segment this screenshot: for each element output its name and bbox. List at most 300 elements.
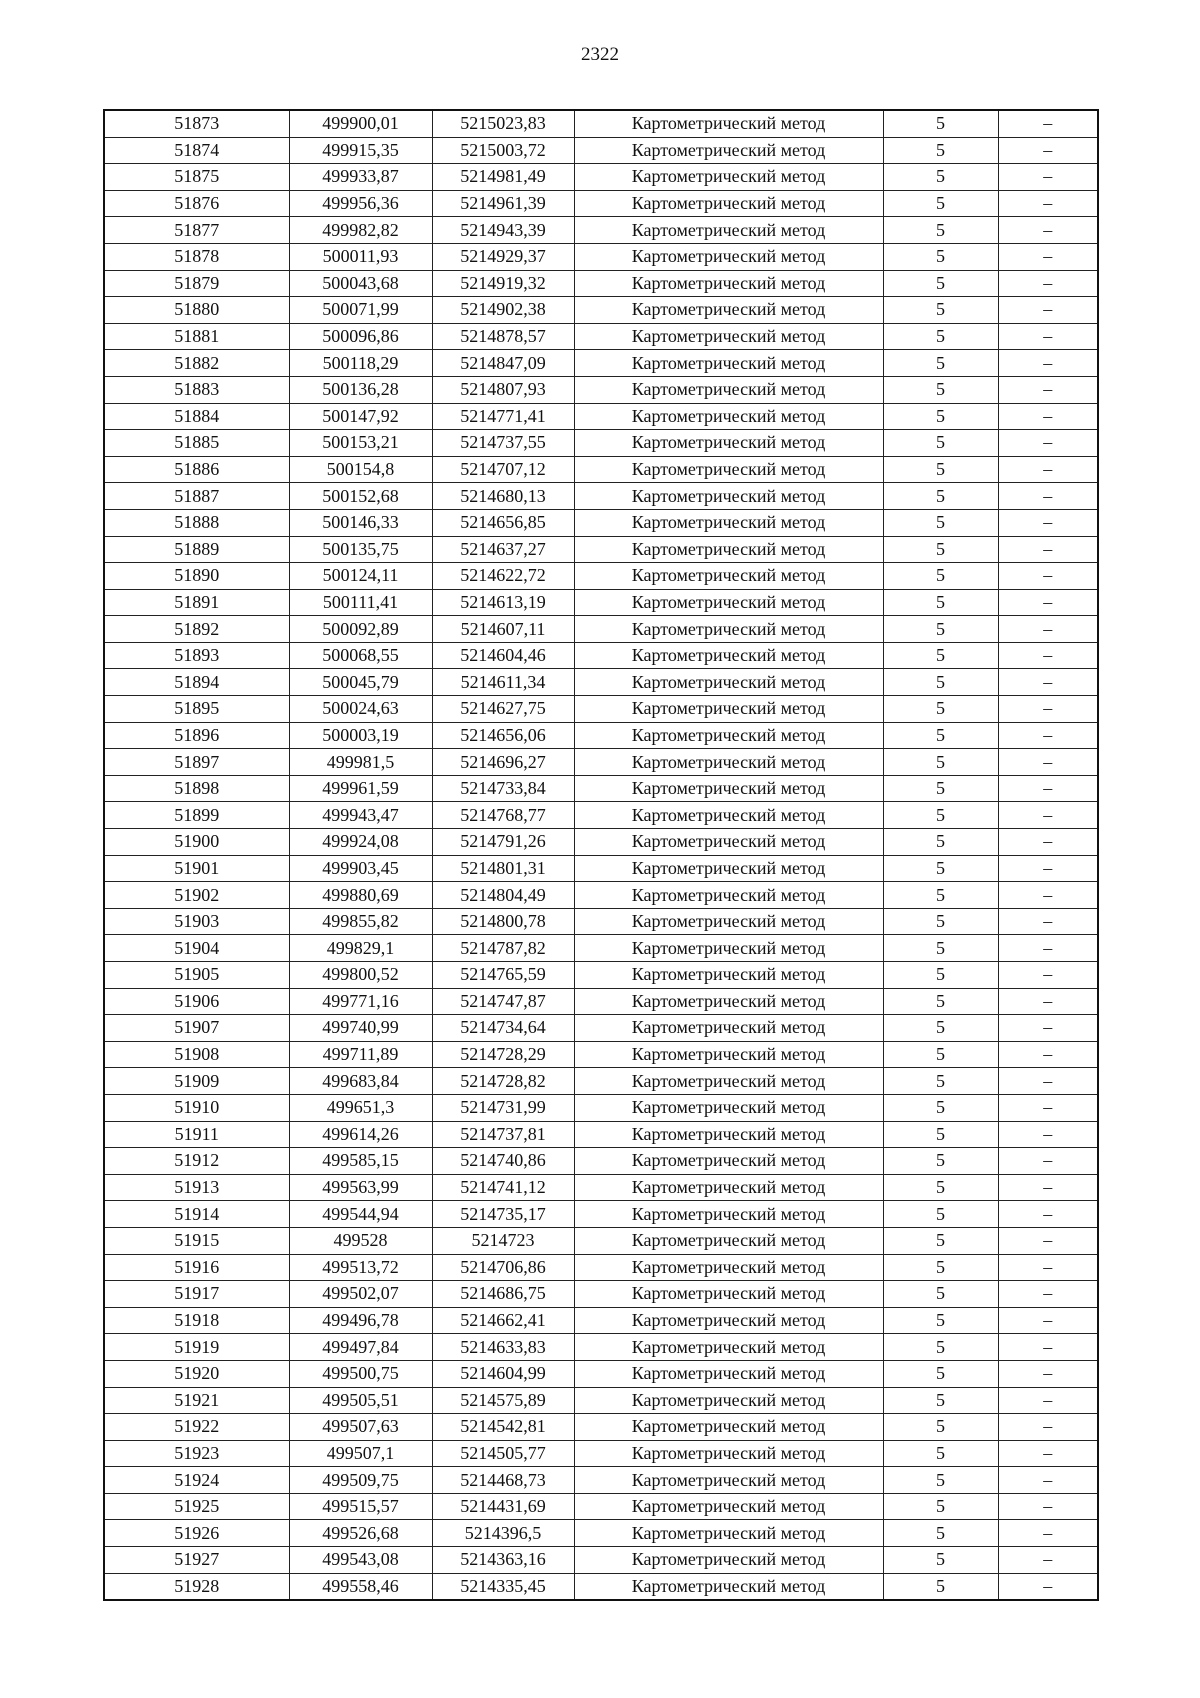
x-coordinate-cell: 500118,29	[289, 350, 432, 377]
x-coordinate-cell: 499982,82	[289, 217, 432, 244]
x-coordinate-cell: 499956,36	[289, 190, 432, 217]
point-number-cell: 51894	[104, 669, 289, 696]
note-cell: –	[998, 323, 1098, 350]
note-cell: –	[998, 1281, 1098, 1308]
y-coordinate-cell: 5214919,32	[432, 270, 574, 297]
x-coordinate-cell: 500111,41	[289, 589, 432, 616]
x-coordinate-cell: 499563,99	[289, 1174, 432, 1201]
method-cell: Картометрический метод	[574, 509, 883, 536]
method-cell: Картометрический метод	[574, 1254, 883, 1281]
y-coordinate-cell: 5214637,27	[432, 536, 574, 563]
accuracy-cell: 5	[883, 908, 998, 935]
point-number-cell: 51922	[104, 1414, 289, 1441]
point-number-cell: 51887	[104, 483, 289, 510]
method-cell: Картометрический метод	[574, 164, 883, 191]
note-cell: –	[998, 456, 1098, 483]
accuracy-cell: 5	[883, 376, 998, 403]
point-number-cell: 51906	[104, 988, 289, 1015]
point-number-cell: 51928	[104, 1573, 289, 1600]
x-coordinate-cell: 499509,75	[289, 1467, 432, 1494]
point-number-cell: 51874	[104, 137, 289, 164]
x-coordinate-cell: 499855,82	[289, 908, 432, 935]
x-coordinate-cell: 499515,57	[289, 1493, 432, 1520]
point-number-cell: 51914	[104, 1201, 289, 1228]
method-cell: Картометрический метод	[574, 1281, 883, 1308]
point-number-cell: 51926	[104, 1520, 289, 1547]
table-row	[104, 829, 1098, 856]
method-cell: Картометрический метод	[574, 1334, 883, 1361]
y-coordinate-cell: 5214878,57	[432, 323, 574, 350]
note-cell: –	[998, 1094, 1098, 1121]
accuracy-cell: 5	[883, 722, 998, 749]
method-cell: Картометрический метод	[574, 1387, 883, 1414]
y-coordinate-cell: 5214731,99	[432, 1094, 574, 1121]
y-coordinate-cell: 5214633,83	[432, 1334, 574, 1361]
note-cell: –	[998, 190, 1098, 217]
table-row	[104, 775, 1098, 802]
table-row	[104, 137, 1098, 164]
point-number-cell: 51889	[104, 536, 289, 563]
note-cell: –	[998, 1307, 1098, 1334]
y-coordinate-cell: 5214468,73	[432, 1467, 574, 1494]
method-cell: Картометрический метод	[574, 882, 883, 909]
note-cell: –	[998, 589, 1098, 616]
point-number-cell: 51910	[104, 1094, 289, 1121]
accuracy-cell: 5	[883, 297, 998, 324]
accuracy-cell: 5	[883, 1334, 998, 1361]
x-coordinate-cell: 499800,52	[289, 962, 432, 989]
accuracy-cell: 5	[883, 1227, 998, 1254]
y-coordinate-cell: 5214542,81	[432, 1414, 574, 1441]
point-number-cell: 51925	[104, 1493, 289, 1520]
accuracy-cell: 5	[883, 802, 998, 829]
x-coordinate-cell: 499961,59	[289, 775, 432, 802]
method-cell: Картометрический метод	[574, 908, 883, 935]
table-row	[104, 164, 1098, 191]
method-cell: Картометрический метод	[574, 190, 883, 217]
method-cell: Картометрический метод	[574, 536, 883, 563]
method-cell: Картометрический метод	[574, 243, 883, 270]
y-coordinate-cell: 5214847,09	[432, 350, 574, 377]
point-number-cell: 51890	[104, 563, 289, 590]
point-number-cell: 51913	[104, 1174, 289, 1201]
y-coordinate-cell: 5214575,89	[432, 1387, 574, 1414]
table-row	[104, 430, 1098, 457]
y-coordinate-cell: 5214768,77	[432, 802, 574, 829]
note-cell: –	[998, 642, 1098, 669]
accuracy-cell: 5	[883, 1281, 998, 1308]
accuracy-cell: 5	[883, 589, 998, 616]
table-row	[104, 270, 1098, 297]
x-coordinate-cell: 499933,87	[289, 164, 432, 191]
y-coordinate-cell: 5214807,93	[432, 376, 574, 403]
accuracy-cell: 5	[883, 509, 998, 536]
accuracy-cell: 5	[883, 1254, 998, 1281]
method-cell: Картометрический метод	[574, 775, 883, 802]
x-coordinate-cell: 499505,51	[289, 1387, 432, 1414]
table-row	[104, 1573, 1098, 1600]
note-cell: –	[998, 722, 1098, 749]
point-number-cell: 51892	[104, 616, 289, 643]
x-coordinate-cell: 499915,35	[289, 137, 432, 164]
table-row	[104, 1307, 1098, 1334]
table-row	[104, 749, 1098, 776]
y-coordinate-cell: 5214734,64	[432, 1015, 574, 1042]
accuracy-cell: 5	[883, 696, 998, 723]
x-coordinate-cell: 499651,3	[289, 1094, 432, 1121]
note-cell: –	[998, 1015, 1098, 1042]
x-coordinate-cell: 499903,45	[289, 855, 432, 882]
x-coordinate-cell: 499711,89	[289, 1041, 432, 1068]
y-coordinate-cell: 5214771,41	[432, 403, 574, 430]
point-number-cell: 51877	[104, 217, 289, 244]
accuracy-cell: 5	[883, 1041, 998, 1068]
point-number-cell: 51893	[104, 642, 289, 669]
x-coordinate-cell: 500045,79	[289, 669, 432, 696]
method-cell: Картометрический метод	[574, 1307, 883, 1334]
x-coordinate-cell: 499585,15	[289, 1148, 432, 1175]
x-coordinate-cell: 499771,16	[289, 988, 432, 1015]
x-coordinate-cell: 499507,63	[289, 1414, 432, 1441]
x-coordinate-cell: 500124,11	[289, 563, 432, 590]
note-cell: –	[998, 802, 1098, 829]
table-row	[104, 1174, 1098, 1201]
y-coordinate-cell: 5214604,99	[432, 1360, 574, 1387]
x-coordinate-cell: 500146,33	[289, 509, 432, 536]
note-cell: –	[998, 1148, 1098, 1175]
method-cell: Картометрический метод	[574, 403, 883, 430]
x-coordinate-cell: 500071,99	[289, 297, 432, 324]
y-coordinate-cell: 5214787,82	[432, 935, 574, 962]
x-coordinate-cell: 499502,07	[289, 1281, 432, 1308]
point-number-cell: 51920	[104, 1360, 289, 1387]
table-row	[104, 1334, 1098, 1361]
method-cell: Картометрический метод	[574, 1068, 883, 1095]
x-coordinate-cell: 500136,28	[289, 376, 432, 403]
x-coordinate-cell: 499526,68	[289, 1520, 432, 1547]
y-coordinate-cell: 5214607,11	[432, 616, 574, 643]
note-cell: –	[998, 1414, 1098, 1441]
accuracy-cell: 5	[883, 137, 998, 164]
table-row	[104, 962, 1098, 989]
y-coordinate-cell: 5214961,39	[432, 190, 574, 217]
y-coordinate-cell: 5214800,78	[432, 908, 574, 935]
accuracy-cell: 5	[883, 1307, 998, 1334]
x-coordinate-cell: 499981,5	[289, 749, 432, 776]
table-row	[104, 1440, 1098, 1467]
point-number-cell: 51888	[104, 509, 289, 536]
y-coordinate-cell: 5214363,16	[432, 1547, 574, 1574]
table-row	[104, 908, 1098, 935]
table-row	[104, 217, 1098, 244]
note-cell: –	[998, 1440, 1098, 1467]
point-number-cell: 51919	[104, 1334, 289, 1361]
point-number-cell: 51899	[104, 802, 289, 829]
y-coordinate-cell: 5214728,82	[432, 1068, 574, 1095]
point-number-cell: 51884	[104, 403, 289, 430]
point-number-cell: 51882	[104, 350, 289, 377]
accuracy-cell: 5	[883, 110, 998, 137]
point-number-cell: 51909	[104, 1068, 289, 1095]
y-coordinate-cell: 5214902,38	[432, 297, 574, 324]
note-cell: –	[998, 775, 1098, 802]
method-cell: Картометрический метод	[574, 297, 883, 324]
note-cell: –	[998, 1493, 1098, 1520]
x-coordinate-cell: 499558,46	[289, 1573, 432, 1600]
accuracy-cell: 5	[883, 350, 998, 377]
note-cell: –	[998, 1068, 1098, 1095]
y-coordinate-cell: 5214733,84	[432, 775, 574, 802]
accuracy-cell: 5	[883, 323, 998, 350]
method-cell: Картометрический метод	[574, 988, 883, 1015]
point-number-cell: 51883	[104, 376, 289, 403]
table-row	[104, 589, 1098, 616]
y-coordinate-cell: 5214737,81	[432, 1121, 574, 1148]
accuracy-cell: 5	[883, 1094, 998, 1121]
table-row	[104, 190, 1098, 217]
y-coordinate-cell: 5214656,85	[432, 509, 574, 536]
accuracy-cell: 5	[883, 1148, 998, 1175]
table-row	[104, 696, 1098, 723]
table-row	[104, 110, 1098, 137]
x-coordinate-cell: 499943,47	[289, 802, 432, 829]
note-cell: –	[998, 696, 1098, 723]
accuracy-cell: 5	[883, 642, 998, 669]
method-cell: Картометрический метод	[574, 1041, 883, 1068]
note-cell: –	[998, 1360, 1098, 1387]
accuracy-cell: 5	[883, 749, 998, 776]
table-row	[104, 1547, 1098, 1574]
accuracy-cell: 5	[883, 164, 998, 191]
method-cell: Картометрический метод	[574, 1148, 883, 1175]
note-cell: –	[998, 110, 1098, 137]
note-cell: –	[998, 829, 1098, 856]
note-cell: –	[998, 563, 1098, 590]
note-cell: –	[998, 1573, 1098, 1600]
note-cell: –	[998, 509, 1098, 536]
accuracy-cell: 5	[883, 243, 998, 270]
page-number: 2322	[581, 44, 619, 65]
y-coordinate-cell: 5214765,59	[432, 962, 574, 989]
x-coordinate-cell: 499500,75	[289, 1360, 432, 1387]
method-cell: Картометрический метод	[574, 802, 883, 829]
accuracy-cell: 5	[883, 1520, 998, 1547]
y-coordinate-cell: 5214707,12	[432, 456, 574, 483]
y-coordinate-cell: 5215003,72	[432, 137, 574, 164]
x-coordinate-cell: 499513,72	[289, 1254, 432, 1281]
x-coordinate-cell: 499496,78	[289, 1307, 432, 1334]
table-row	[104, 1520, 1098, 1547]
accuracy-cell: 5	[883, 775, 998, 802]
table-row	[104, 1068, 1098, 1095]
x-coordinate-cell: 500152,68	[289, 483, 432, 510]
point-number-cell: 51873	[104, 110, 289, 137]
y-coordinate-cell: 5214728,29	[432, 1041, 574, 1068]
method-cell: Картометрический метод	[574, 589, 883, 616]
method-cell: Картометрический метод	[574, 1547, 883, 1574]
table-row	[104, 669, 1098, 696]
x-coordinate-cell: 500011,93	[289, 243, 432, 270]
table-row	[104, 536, 1098, 563]
y-coordinate-cell: 5214613,19	[432, 589, 574, 616]
note-cell: –	[998, 1387, 1098, 1414]
x-coordinate-cell: 499544,94	[289, 1201, 432, 1228]
table-row	[104, 563, 1098, 590]
point-number-cell: 51908	[104, 1041, 289, 1068]
x-coordinate-cell: 500135,75	[289, 536, 432, 563]
method-cell: Картометрический метод	[574, 350, 883, 377]
y-coordinate-cell: 5214396,5	[432, 1520, 574, 1547]
table-row	[104, 1121, 1098, 1148]
y-coordinate-cell: 5214505,77	[432, 1440, 574, 1467]
accuracy-cell: 5	[883, 1121, 998, 1148]
table-row	[104, 456, 1098, 483]
accuracy-cell: 5	[883, 1360, 998, 1387]
method-cell: Картометрический метод	[574, 217, 883, 244]
method-cell: Картометрический метод	[574, 1440, 883, 1467]
accuracy-cell: 5	[883, 1547, 998, 1574]
table-row	[104, 1148, 1098, 1175]
x-coordinate-cell: 500153,21	[289, 430, 432, 457]
x-coordinate-cell: 499829,1	[289, 935, 432, 962]
accuracy-cell: 5	[883, 1440, 998, 1467]
method-cell: Картометрический метод	[574, 1573, 883, 1600]
method-cell: Картометрический метод	[574, 1520, 883, 1547]
y-coordinate-cell: 5215023,83	[432, 110, 574, 137]
accuracy-cell: 5	[883, 1068, 998, 1095]
note-cell: –	[998, 297, 1098, 324]
point-number-cell: 51896	[104, 722, 289, 749]
point-number-cell: 51905	[104, 962, 289, 989]
method-cell: Картометрический метод	[574, 270, 883, 297]
note-cell: –	[998, 749, 1098, 776]
note-cell: –	[998, 164, 1098, 191]
table-row	[104, 616, 1098, 643]
note-cell: –	[998, 616, 1098, 643]
y-coordinate-cell: 5214735,17	[432, 1201, 574, 1228]
accuracy-cell: 5	[883, 1573, 998, 1600]
point-number-cell: 51923	[104, 1440, 289, 1467]
method-cell: Картометрический метод	[574, 483, 883, 510]
y-coordinate-cell: 5214696,27	[432, 749, 574, 776]
x-coordinate-cell: 499683,84	[289, 1068, 432, 1095]
point-number-cell: 51879	[104, 270, 289, 297]
note-cell: –	[998, 217, 1098, 244]
table-row	[104, 988, 1098, 1015]
table-row	[104, 509, 1098, 536]
note-cell: –	[998, 1334, 1098, 1361]
table-row	[104, 297, 1098, 324]
method-cell: Картометрический метод	[574, 1227, 883, 1254]
note-cell: –	[998, 483, 1098, 510]
y-coordinate-cell: 5214741,12	[432, 1174, 574, 1201]
method-cell: Картометрический метод	[574, 935, 883, 962]
method-cell: Картометрический метод	[574, 642, 883, 669]
y-coordinate-cell: 5214801,31	[432, 855, 574, 882]
point-number-cell: 51891	[104, 589, 289, 616]
y-coordinate-cell: 5214686,75	[432, 1281, 574, 1308]
coordinates-table	[103, 109, 1099, 1601]
accuracy-cell: 5	[883, 403, 998, 430]
y-coordinate-cell: 5214723	[432, 1227, 574, 1254]
accuracy-cell: 5	[883, 829, 998, 856]
note-cell: –	[998, 137, 1098, 164]
point-number-cell: 51917	[104, 1281, 289, 1308]
table-row	[104, 403, 1098, 430]
note-cell: –	[998, 350, 1098, 377]
accuracy-cell: 5	[883, 1467, 998, 1494]
point-number-cell: 51911	[104, 1121, 289, 1148]
note-cell: –	[998, 1174, 1098, 1201]
table-row	[104, 1254, 1098, 1281]
method-cell: Картометрический метод	[574, 855, 883, 882]
note-cell: –	[998, 1254, 1098, 1281]
note-cell: –	[998, 1467, 1098, 1494]
y-coordinate-cell: 5214431,69	[432, 1493, 574, 1520]
point-number-cell: 51916	[104, 1254, 289, 1281]
table-row	[104, 1094, 1098, 1121]
point-number-cell: 51915	[104, 1227, 289, 1254]
x-coordinate-cell: 500096,86	[289, 323, 432, 350]
note-cell: –	[998, 1041, 1098, 1068]
point-number-cell: 51878	[104, 243, 289, 270]
method-cell: Картометрический метод	[574, 962, 883, 989]
point-number-cell: 51921	[104, 1387, 289, 1414]
method-cell: Картометрический метод	[574, 110, 883, 137]
method-cell: Картометрический метод	[574, 563, 883, 590]
table-row	[104, 802, 1098, 829]
note-cell: –	[998, 403, 1098, 430]
point-number-cell: 51885	[104, 430, 289, 457]
method-cell: Картометрический метод	[574, 696, 883, 723]
method-cell: Картометрический метод	[574, 1360, 883, 1387]
accuracy-cell: 5	[883, 483, 998, 510]
method-cell: Картометрический метод	[574, 137, 883, 164]
x-coordinate-cell: 499528	[289, 1227, 432, 1254]
note-cell: –	[998, 243, 1098, 270]
y-coordinate-cell: 5214656,06	[432, 722, 574, 749]
note-cell: –	[998, 1520, 1098, 1547]
method-cell: Картометрический метод	[574, 1201, 883, 1228]
x-coordinate-cell: 500092,89	[289, 616, 432, 643]
accuracy-cell: 5	[883, 563, 998, 590]
x-coordinate-cell: 500068,55	[289, 642, 432, 669]
accuracy-cell: 5	[883, 1201, 998, 1228]
x-coordinate-cell: 500043,68	[289, 270, 432, 297]
table-row	[104, 376, 1098, 403]
note-cell: –	[998, 935, 1098, 962]
method-cell: Картометрический метод	[574, 1174, 883, 1201]
note-cell: –	[998, 430, 1098, 457]
table-row	[104, 1493, 1098, 1520]
point-number-cell: 51918	[104, 1307, 289, 1334]
accuracy-cell: 5	[883, 217, 998, 244]
accuracy-cell: 5	[883, 935, 998, 962]
accuracy-cell: 5	[883, 988, 998, 1015]
y-coordinate-cell: 5214627,75	[432, 696, 574, 723]
point-number-cell: 51880	[104, 297, 289, 324]
point-number-cell: 51907	[104, 1015, 289, 1042]
accuracy-cell: 5	[883, 1174, 998, 1201]
note-cell: –	[998, 855, 1098, 882]
method-cell: Картометрический метод	[574, 1121, 883, 1148]
accuracy-cell: 5	[883, 536, 998, 563]
x-coordinate-cell: 499507,1	[289, 1440, 432, 1467]
method-cell: Картометрический метод	[574, 456, 883, 483]
table-row	[104, 1414, 1098, 1441]
note-cell: –	[998, 536, 1098, 563]
accuracy-cell: 5	[883, 1015, 998, 1042]
